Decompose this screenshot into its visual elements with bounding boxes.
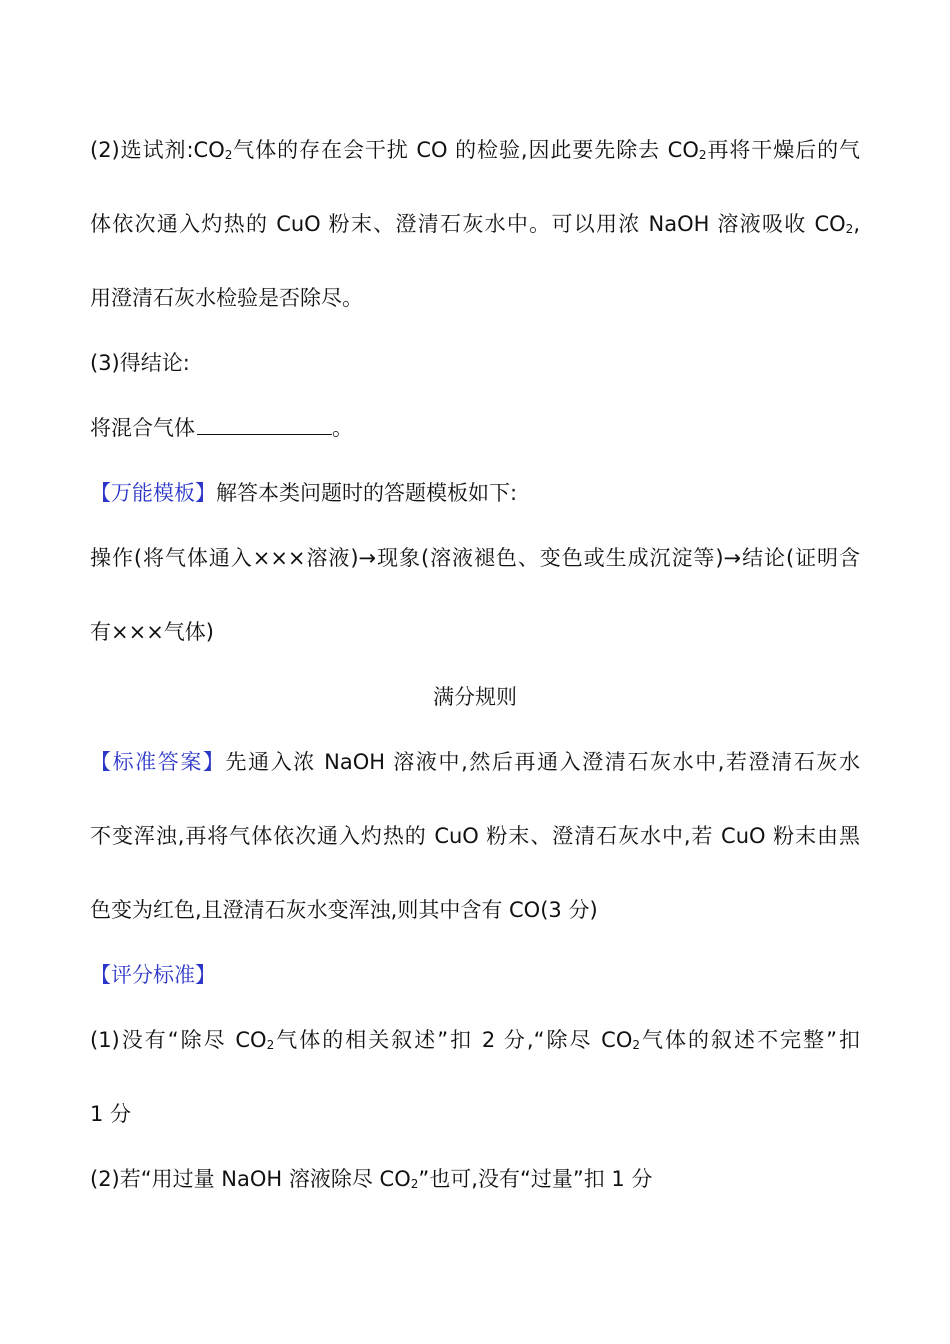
template-line-1: 操作(将气体通入×××溶液)→现象(溶液褪色、变色或生成沉淀等)→结论(证明含 [90, 546, 860, 570]
part2-line-2 [90, 209, 860, 239]
answer-line-3: 色变为红色,且澄清石灰水变浑浊,则其中含有 CO(3 分) [90, 898, 598, 922]
subscript: 2 [845, 222, 854, 236]
template-intro [90, 478, 860, 508]
text-span: 将混合气体 [90, 416, 195, 440]
text-span: 体依次通入灼热的 CuO 粉末、澄清石灰水中。可以用浓 NaOH 溶液吸收 CO [90, 212, 846, 236]
text-span: 先通入浓 NaOH 溶液中,然后再通入澄清石灰水中,若澄清石灰水 [225, 750, 860, 774]
part2-line-1 [90, 135, 860, 165]
subscript: 2 [266, 1038, 275, 1052]
text-span: 气体的叙述不完整”扣 [640, 1028, 860, 1052]
answer-tag: 【标准答案】 [90, 750, 226, 774]
text-span: (1)没有“除尽 CO [90, 1028, 267, 1052]
answer-blank [197, 414, 332, 435]
answer-line-2: 不变浑浊,再将气体依次通入灼热的 CuO 粉末、澄清石灰水中,若 CuO 粉末由黑 [90, 824, 860, 848]
section-title: 满分规则 [433, 685, 517, 709]
text-span: ”也可,没有“过量”扣 1 分 [418, 1167, 653, 1191]
scoring-item-1 [90, 1025, 860, 1055]
text-span: (2)若“用过量 NaOH 溶液除尽 CO [90, 1167, 411, 1191]
subscript: 2 [632, 1038, 641, 1052]
part3-heading: (3)得结论: [90, 351, 190, 375]
text-span: 气体的相关叙述”扣 2 分,“除尽 CO [274, 1028, 633, 1052]
scoring-item-1-cont: 1 分 [90, 1102, 132, 1126]
subscript: 2 [410, 1177, 419, 1191]
part3-conclusion [90, 413, 860, 443]
text-span: , [853, 212, 860, 236]
template-tag: 【万能模板】 [90, 481, 216, 505]
text-span: 气体的存在会干扰 CO 的检验,因此要先除去 CO [232, 138, 699, 162]
answer-line-1 [90, 747, 860, 777]
subscript: 2 [224, 148, 233, 162]
scoring-item-2 [90, 1164, 860, 1194]
text-span: (2)选试剂:CO [90, 138, 225, 162]
template-line-2: 有×××气体) [90, 620, 214, 644]
scoring-tag: 【评分标准】 [90, 963, 216, 987]
part2-line-3: 用澄清石灰水检验是否除尽。 [90, 286, 363, 310]
text-span: 解答本类问题时的答题模板如下: [216, 481, 518, 505]
text-span: 。 [332, 416, 353, 440]
subscript: 2 [698, 148, 707, 162]
text-span: 再将干燥后的气 [706, 138, 861, 162]
